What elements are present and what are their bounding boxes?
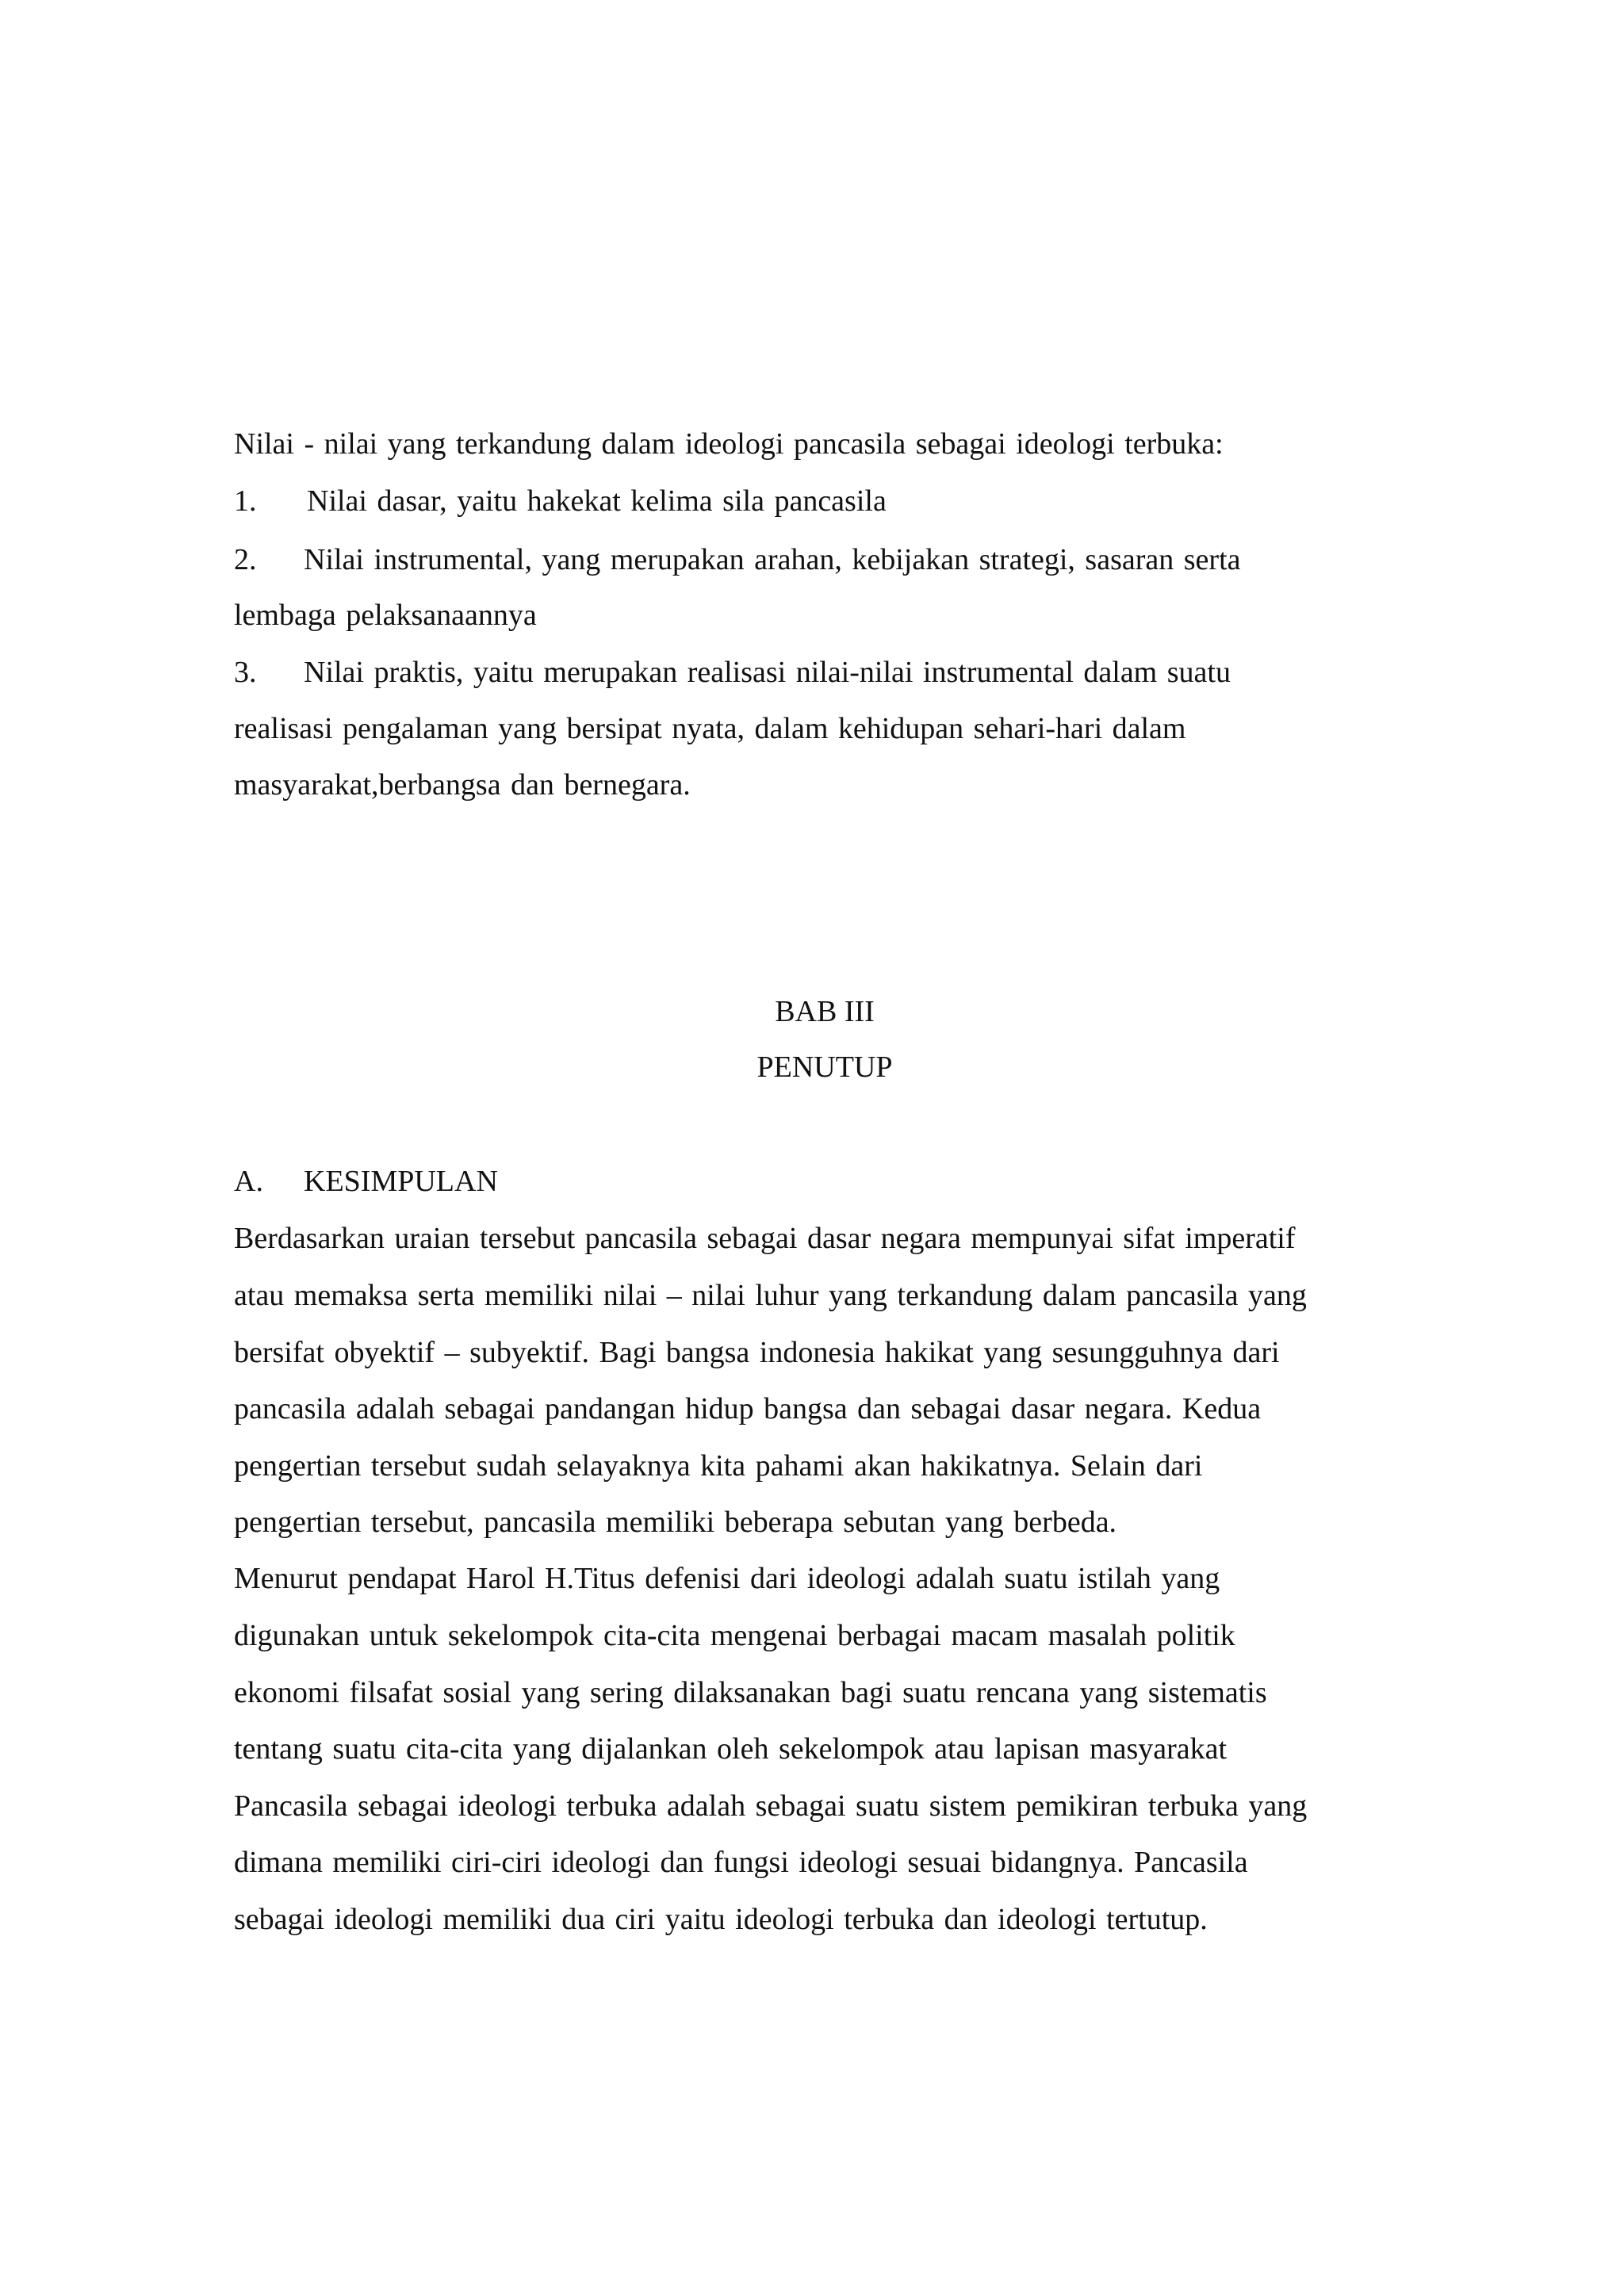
body-line: pengertian tersebut, pancasila memiliki beberapa sebutan yang berbeda. <box>234 1506 1117 1539</box>
section-heading <box>234 1164 498 1199</box>
section-title: KESIMPULAN <box>304 1165 498 1198</box>
body-line: digunakan untuk sekelompok cita-cita mengenai berbagai macam masalah politik <box>234 1619 1235 1652</box>
list-item-2-continuation: lembaga pelaksanaannya <box>234 599 537 632</box>
list-item-text: Nilai dasar, yaitu hakekat kelima sila pancasila <box>307 484 887 518</box>
list-item-2 <box>234 542 1241 577</box>
list-item-1 <box>234 484 887 519</box>
intro-heading: Nilai - nilai yang terkandung dalam ideologi pancasila sebagai ideologi terbuka: <box>234 427 1224 461</box>
list-item-3-continuation: masyarakat,berbangsa dan bernegara. <box>234 768 691 802</box>
list-item-number: 2. <box>234 543 257 576</box>
body-line: atau memaksa serta memiliki nilai – nilai luhur yang terkandung dalam pancasila yang <box>234 1279 1307 1312</box>
body-line: tentang suatu cita-cita yang dijalankan oleh sekelompok atau lapisan masyarakat <box>234 1732 1228 1766</box>
body-line: dimana memiliki ciri-ciri ideologi dan fungsi ideologi sesuai bidangnya. Pancasila <box>234 1846 1248 1879</box>
list-item-3 <box>234 655 1231 690</box>
chapter-label: BAB III <box>775 995 875 1028</box>
chapter-title: PENUTUP <box>756 1050 893 1084</box>
body-line: ekonomi filsafat sosial yang sering dilaksanakan bagi suatu rencana yang sistematis <box>234 1676 1267 1709</box>
body-line: Pancasila sebagai ideologi terbuka adalah sebagai suatu sistem pemikiran terbuka yang <box>234 1789 1308 1823</box>
list-item-text: Nilai instrumental, yang merupakan arahan, kebijakan strategi, sasaran serta <box>304 543 1241 576</box>
body-line: Menurut pendapat Harol H.Titus defenisi dari ideologi adalah suatu istilah yang <box>234 1562 1220 1595</box>
list-item-number: 3. <box>234 656 257 689</box>
list-item-number: 1. <box>234 484 257 518</box>
body-line: pancasila adalah sebagai pandangan hidup bangsa dan sebagai dasar negara. Kedua <box>234 1392 1262 1425</box>
body-line: pengertian tersebut sudah selayaknya kita pahami akan hakikatnya. Selain dari <box>234 1449 1203 1483</box>
list-item-3-continuation: realisasi pengalaman yang bersipat nyata, dalam kehidupan sehari-hari dalam <box>234 712 1186 745</box>
body-line: Berdasarkan uraian tersebut pancasila sebagai dasar negara mempunyai sifat imperatif <box>234 1222 1296 1255</box>
body-line: bersifat obyektif – subyektif. Bagi bangsa indonesia hakikat yang sesungguhnya dari <box>234 1336 1280 1369</box>
list-item-text: Nilai praktis, yaitu merupakan realisasi nilai-nilai instrumental dalam suatu <box>304 656 1231 689</box>
section-number: A. <box>234 1165 263 1198</box>
body-line: sebagai ideologi memiliki dua ciri yaitu ideologi terbuka dan ideologi tertutup. <box>234 1903 1208 1936</box>
